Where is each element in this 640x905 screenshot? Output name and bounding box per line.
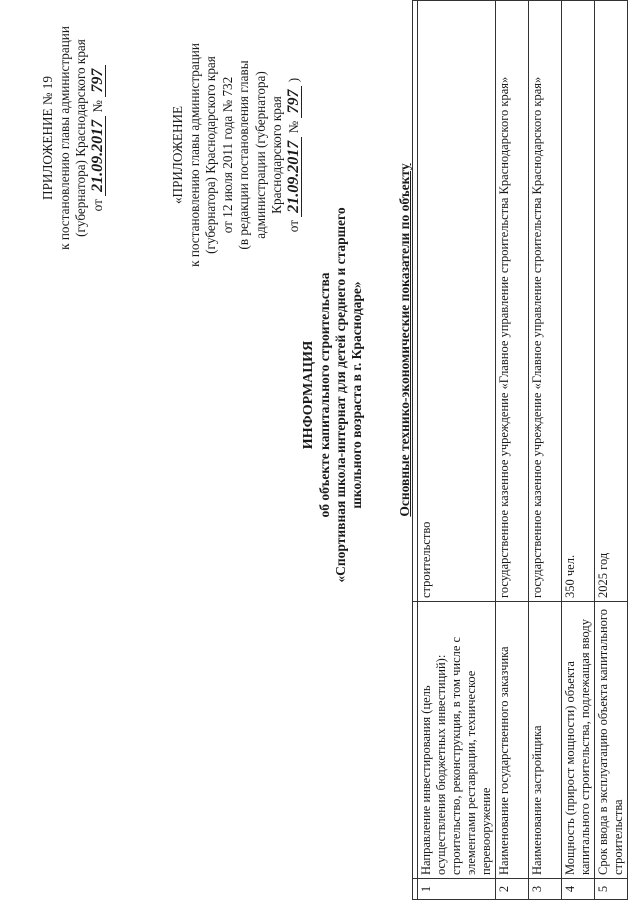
table-row	[496, 1, 529, 900]
appendix-line: от 12 июля 2011 года № 732	[219, 76, 235, 234]
from-label: от	[285, 220, 301, 233]
row-number: 4	[562, 879, 595, 900]
row-number: 1	[418, 879, 496, 900]
appendix-19-date-line	[90, 0, 107, 303]
handwritten-date: 21.09.2017	[91, 116, 106, 196]
number-label: №	[285, 120, 301, 134]
document-title-block	[300, 155, 365, 635]
indicator-value: строительство	[418, 1, 496, 602]
indicator-name: Направление инвестирования (цель осуществления бюджетных инвестиций): строительство, реконструкция, в том числе с элементами реставрации, техническое перевооружение	[418, 602, 496, 879]
appendix-19-line: (губернатора) Краснодарского края	[73, 39, 88, 237]
indicator-value: 350 чел.	[562, 1, 595, 602]
indicator-name: Наименование застройщика	[529, 602, 562, 879]
appendix-line: (губернатора) Краснодарского края	[203, 56, 218, 254]
indicator-value: государственное казенное учреждение «Главное управление строительства Краснодарского края»	[529, 1, 562, 602]
handwritten-date: 21.09.2017	[287, 137, 302, 217]
table-row	[418, 1, 496, 900]
appendix-line: Краснодарского края	[269, 96, 284, 214]
row-number: 3	[529, 879, 562, 900]
appendix-19-line: к постановлению главы администрации	[56, 26, 72, 250]
table-row	[595, 1, 628, 900]
document-title: ИНФОРМАЦИЯ	[301, 340, 316, 450]
appendix-title: «ПРИЛОЖЕНИЕ	[170, 105, 185, 205]
appendix-19-header	[40, 0, 106, 303]
section-heading: Основные технико-экономические показатели по объекту	[397, 163, 412, 517]
appendix-line: к постановлению главы администрации	[186, 43, 202, 267]
handwritten-number: 797	[91, 65, 106, 97]
object-name-line2: школьного возраста в г. Краснодаре»	[349, 281, 364, 509]
appendix-line: администрации (губернатора)	[252, 71, 268, 239]
table-row	[529, 1, 562, 900]
indicator-name: Мощность (прирост мощности) объекта капитального строительства, подлежащая вводу	[562, 602, 595, 879]
row-number: 2	[496, 879, 529, 900]
appendix-line: (в редакции постановления главы	[236, 60, 251, 250]
document-subtitle: об объекте капитального строительства	[317, 272, 332, 518]
indicator-name: Срок ввода в эксплуатацию объекта капитального строительства	[595, 602, 628, 879]
object-name-line1: «Спортивная школа-интернат для детей среднего и старшего	[333, 207, 348, 583]
number-label: №	[89, 99, 105, 113]
indicator-value: государственное казенное учреждение «Главное управление строительства Краснодарского края»	[496, 1, 529, 602]
row-number: 5	[595, 879, 628, 900]
closing-paren: )	[285, 77, 301, 83]
table-row	[562, 1, 595, 900]
indicators-table	[412, 0, 628, 900]
appendix-19-title: ПРИЛОЖЕНИЕ № 19	[40, 76, 55, 200]
handwritten-number: 797	[287, 86, 302, 118]
from-label: от	[89, 199, 105, 212]
appendix-header	[170, 5, 302, 305]
indicator-name: Наименование государственного заказчика	[496, 602, 529, 879]
indicator-value: 2025 год	[595, 1, 628, 602]
